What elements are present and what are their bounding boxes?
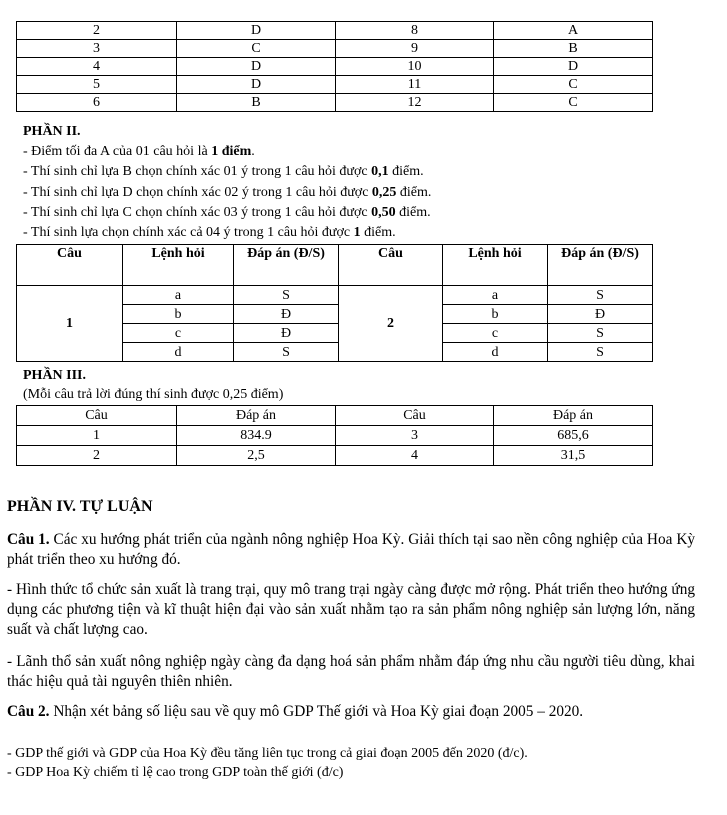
table-cell: D xyxy=(177,22,336,40)
table-cell: D xyxy=(177,58,336,76)
table-cell: Đ xyxy=(234,324,339,343)
table-cell: B xyxy=(494,40,653,58)
column-header: Lệnh hỏi xyxy=(123,245,234,286)
table-cell: D xyxy=(177,76,336,94)
table-cell: S xyxy=(234,343,339,362)
scoring-rule xyxy=(23,224,396,241)
rule-text: điểm. xyxy=(388,164,424,179)
scoring-rule xyxy=(23,163,424,180)
table-row xyxy=(17,94,653,112)
rule-points: 0,1 xyxy=(371,164,389,179)
table-cell: a xyxy=(123,286,234,305)
table-cell: d xyxy=(443,343,548,362)
column-header: Đáp án (Đ/S) xyxy=(234,245,339,286)
part3-title: PHẦN III. xyxy=(23,368,87,383)
table-cell: 3 xyxy=(336,426,494,446)
table-cell: 4 xyxy=(17,58,177,76)
table-row xyxy=(17,286,653,305)
question-number: 2 xyxy=(339,286,443,362)
table-row xyxy=(17,426,653,446)
table-cell: C xyxy=(177,40,336,58)
table-cell: 10 xyxy=(336,58,494,76)
question-text: Nhận xét bảng số liệu sau về quy mô GDP Thế giới và Hoa Kỳ giai đoạn 2005 – 2020. xyxy=(49,703,584,720)
table-cell: A xyxy=(494,22,653,40)
answer-line: - GDP Hoa Kỳ chiếm tỉ lệ cao trong GDP toàn thế giới (đ/c) xyxy=(7,765,344,780)
table-header-row xyxy=(17,406,653,426)
question-2 xyxy=(7,702,695,722)
table-cell: 9 xyxy=(336,40,494,58)
answer-paragraph: - Lãnh thổ sản xuất nông nghiệp ngày càng đa dạng hoá sản phẩm nhằm đáp ứng nhu cầu người tiêu dùng, khai thác hiệu quả tài nguyên thiên nhiên. xyxy=(7,653,695,690)
table-cell: 12 xyxy=(336,94,494,112)
rule-points: 0,25 xyxy=(371,185,397,200)
part3-answer-table xyxy=(16,405,653,466)
rule-text: - Thí sinh chỉ lựa C chọn chính xác 03 ý trong 1 câu hỏi được xyxy=(23,205,372,220)
rule-text: . xyxy=(251,144,255,159)
part3-note: (Mỗi câu trả lời đúng thí sinh được 0,25 điểm) xyxy=(23,387,284,402)
column-header: Câu xyxy=(336,406,494,426)
table-cell: S xyxy=(548,286,653,305)
table-cell: d xyxy=(123,343,234,362)
column-header: Câu xyxy=(17,406,177,426)
table-row xyxy=(17,58,653,76)
table-cell: 1 xyxy=(17,426,177,446)
rule-points: 1 xyxy=(353,225,361,240)
table-cell: b xyxy=(443,305,548,324)
column-header: Lệnh hỏi xyxy=(443,245,548,286)
table-cell: 5 xyxy=(17,76,177,94)
part4-title: PHẦN IV. TỰ LUẬN xyxy=(7,498,153,515)
column-header: Câu xyxy=(339,245,443,286)
table-cell: 4 xyxy=(336,446,494,466)
table-cell: 11 xyxy=(336,76,494,94)
question-label: Câu 1. xyxy=(7,531,50,548)
column-header: Đáp án xyxy=(494,406,653,426)
part2-answer-table xyxy=(16,244,653,362)
part2-title: PHẦN II. xyxy=(23,124,81,139)
answer-paragraph: - Hình thức tổ chức sản xuất là trang trại, quy mô trang trại ngày càng được mở rộng. Phát triển theo hướng ứng dụng các phương tiện và kĩ thuật hiện đại vào sản xuất nhằm tạo ra sản phẩm nông nghiệp sản lượng lớn, năng suất và chất lượng cao. xyxy=(7,581,695,638)
question-number: 1 xyxy=(17,286,123,362)
rule-text: - Thí sinh chỉ lựa D chọn chính xác 02 ý trong 1 câu hỏi được xyxy=(23,185,372,200)
scoring-rule xyxy=(23,143,255,160)
table-cell: 685,6 xyxy=(494,426,653,446)
table-cell: C xyxy=(494,94,653,112)
table-cell: Đ xyxy=(234,305,339,324)
rule-text: điểm. xyxy=(396,185,432,200)
table-cell: c xyxy=(443,324,548,343)
table-cell: B xyxy=(177,94,336,112)
table-cell: Đ xyxy=(548,305,653,324)
question-1 xyxy=(7,530,695,570)
part1-answer-table xyxy=(16,21,653,112)
table-row xyxy=(17,76,653,94)
column-header: Câu xyxy=(17,245,123,286)
table-cell: b xyxy=(123,305,234,324)
table-cell: 31,5 xyxy=(494,446,653,466)
rule-text: điểm. xyxy=(395,205,431,220)
answer-line: - GDP thế giới và GDP của Hoa Kỳ đều tăng liên tục trong cả giai đoạn 2005 đến 2020 (đ/c). xyxy=(7,746,528,761)
table-cell: a xyxy=(443,286,548,305)
table-cell: S xyxy=(548,324,653,343)
table-cell: D xyxy=(494,58,653,76)
rule-points: 0,50 xyxy=(371,205,396,220)
table-cell: 2 xyxy=(17,446,177,466)
table-row xyxy=(17,22,653,40)
rule-text: - Điểm tối đa A của 01 câu hỏi là xyxy=(23,144,212,159)
table-cell: 8 xyxy=(336,22,494,40)
table-cell: S xyxy=(548,343,653,362)
table-cell: 6 xyxy=(17,94,177,112)
scoring-rule xyxy=(23,204,431,221)
question-label: Câu 2. xyxy=(7,703,50,720)
column-header: Đáp án xyxy=(177,406,336,426)
table-row xyxy=(17,40,653,58)
question-text: Các xu hướng phát triển của ngành nông nghiệp Hoa Kỳ. Giải thích tại sao nền công nghiệp của Hoa Kỳ phát triển theo xu hướng đó. xyxy=(7,531,696,568)
rule-text: - Thí sinh chỉ lựa B chọn chính xác 01 ý trong 1 câu hỏi được xyxy=(23,164,372,179)
rule-points: 1 điểm xyxy=(211,144,252,159)
rule-text: điểm. xyxy=(360,225,396,240)
table-cell: 3 xyxy=(17,40,177,58)
table-cell: 2,5 xyxy=(177,446,336,466)
table-cell: S xyxy=(234,286,339,305)
table-cell: c xyxy=(123,324,234,343)
column-header: Đáp án (Đ/S) xyxy=(548,245,653,286)
table-cell: 834.9 xyxy=(177,426,336,446)
table-cell: C xyxy=(494,76,653,94)
table-row xyxy=(17,446,653,466)
table-cell: 2 xyxy=(17,22,177,40)
rule-text: - Thí sinh lựa chọn chính xác cả 04 ý trong 1 câu hỏi được xyxy=(23,225,354,240)
table-header-row xyxy=(17,245,653,286)
scoring-rule xyxy=(23,184,431,201)
